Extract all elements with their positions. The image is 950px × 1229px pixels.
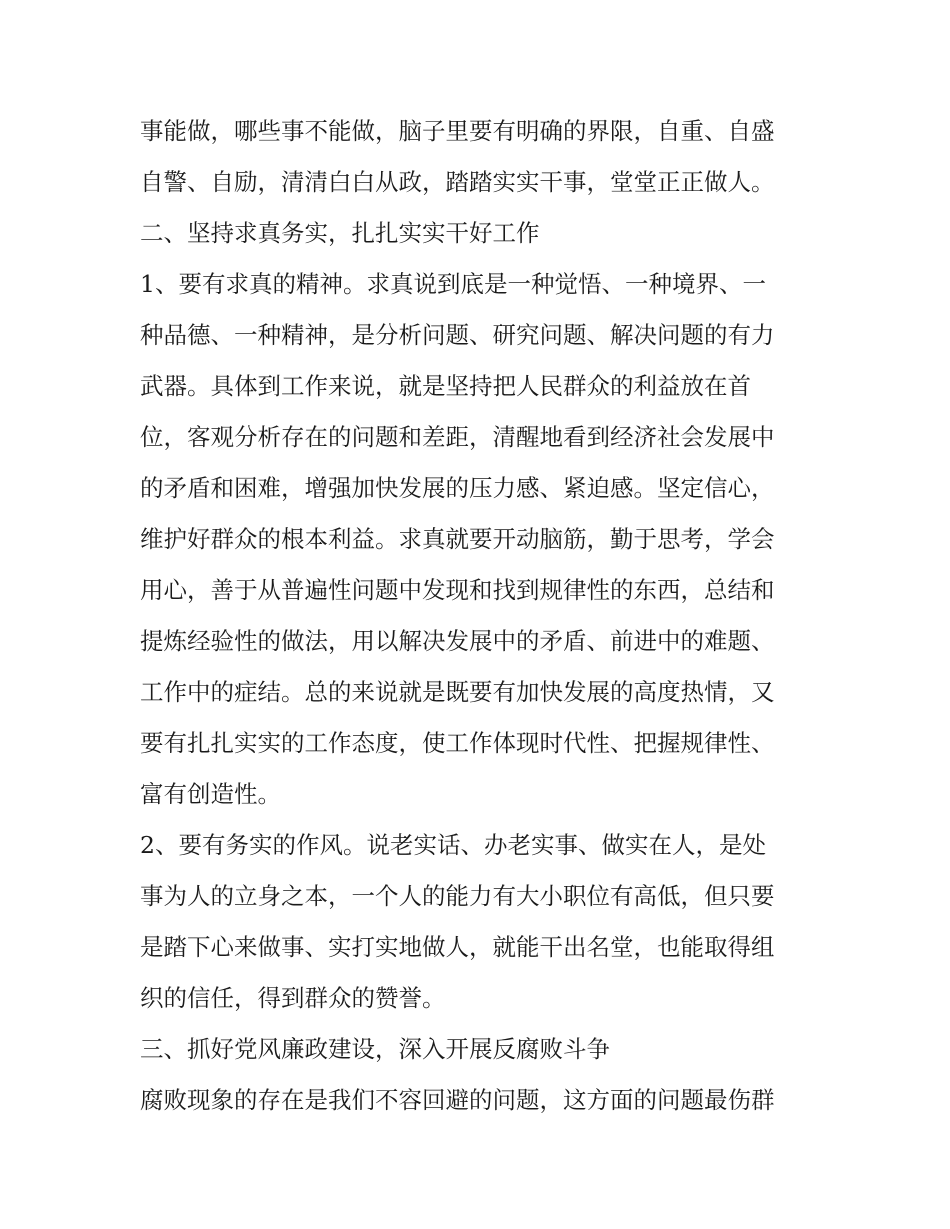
text-line: 要有扎扎实实的工作态度，使工作体现时代性、把握规律性、 (140, 729, 775, 757)
text-line: 位，客观分析存在的问题和差距，清醒地看到经济社会发展中 (140, 423, 775, 451)
text-line: 种品德、一种精神，是分析问题、研究问题、解决问题的有力 (140, 321, 775, 349)
section-heading: 三、抓好党风廉政建设，深入开展反腐败斗争 (140, 1035, 610, 1063)
text-line: 事为人的立身之本，一个人的能力有大小职位有高低，但只要 (140, 882, 775, 910)
text-line: 腐败现象的存在是我们不容回避的问题，这方面的问题最伤群 (140, 1086, 775, 1114)
body-text (140, 106, 820, 1126)
text-line: 用心，善于从普遍性问题中发现和找到规律性的东西，总结和 (140, 576, 775, 604)
text-line: 织的信任，得到群众的赞誉。 (140, 984, 446, 1012)
text-line: 富有创造性。 (140, 780, 281, 808)
section-heading: 二、坚持求真务实，扎扎实实干好工作 (140, 219, 540, 247)
text-line: 提炼经验性的做法，用以解决发展中的矛盾、前进中的难题、 (140, 627, 775, 655)
text-line: 2、要有务实的作风。说老实话、办老实事、做实在人，是处 (140, 831, 766, 859)
text-line: 自警、自励，清清白白从政，踏踏实实干事，堂堂正正做人。 (140, 168, 775, 196)
text-line: 维护好群众的根本利益。求真就要开动脑筋，勤于思考，学会 (140, 525, 775, 553)
text-line: 的矛盾和困难，增强加快发展的压力感、紧迫感。坚定信心， (140, 474, 775, 502)
text-line: 武器。具体到工作来说，就是坚持把人民群众的利益放在首 (140, 372, 751, 400)
text-line: 工作中的症结。总的来说就是既要有加快发展的高度热情，又 (140, 678, 775, 706)
text-line: 是踏下心来做事、实打实地做人，就能干出名堂，也能取得组 (140, 933, 775, 961)
text-line: 事能做，哪些事不能做，脑子里要有明确的界限，自重、自盛 (140, 117, 775, 145)
text-line: 1、要有求真的精神。求真说到底是一种觉悟、一种境界、一 (140, 270, 766, 298)
